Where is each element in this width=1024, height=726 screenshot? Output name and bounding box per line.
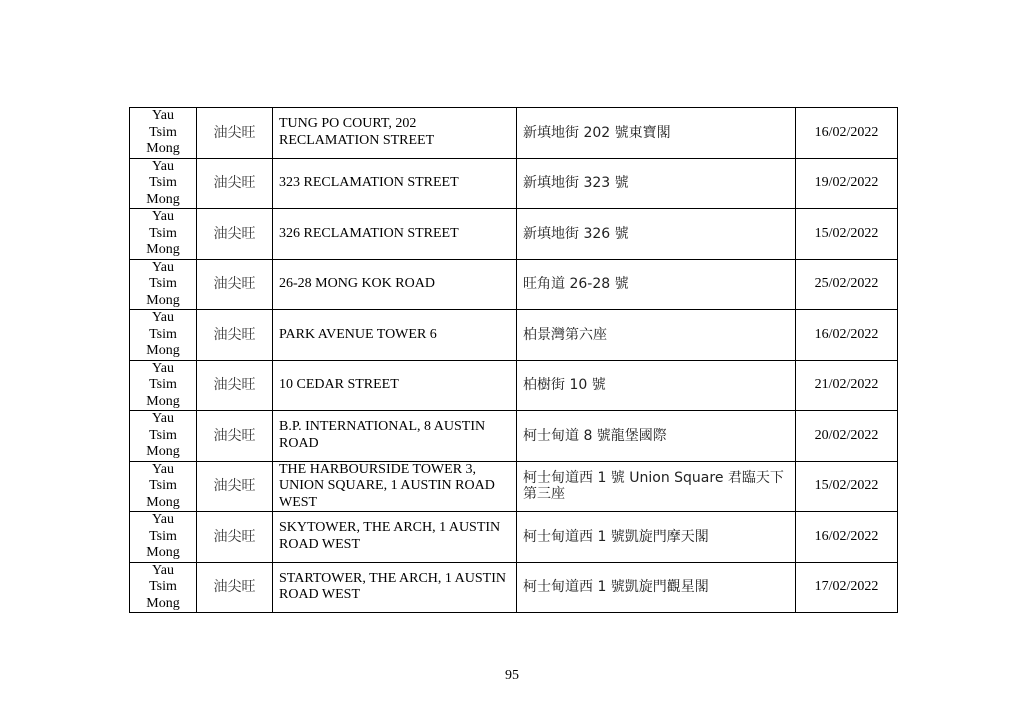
address-zh-cell: 新填地街 326 號 <box>517 209 796 260</box>
district-zh-cell: 油尖旺 <box>197 562 273 613</box>
district-en-text: Yau Tsim Mong <box>146 259 180 308</box>
district-zh-cell: 油尖旺 <box>197 360 273 411</box>
date-cell: 15/02/2022 <box>796 461 898 512</box>
district-en-cell <box>130 360 197 411</box>
table-row <box>130 310 898 361</box>
address-en-cell: 10 CEDAR STREET <box>273 360 517 411</box>
district-zh-cell: 油尖旺 <box>197 209 273 260</box>
district-en-text: Yau Tsim Mong <box>146 158 180 207</box>
district-zh-cell: 油尖旺 <box>197 158 273 209</box>
date-cell: 16/02/2022 <box>796 310 898 361</box>
address-en-cell: TUNG PO COURT, 202 RECLAMATION STREET <box>273 108 517 159</box>
address-en-cell: STARTOWER, THE ARCH, 1 AUSTIN ROAD WEST <box>273 562 517 613</box>
address-en-cell: B.P. INTERNATIONAL, 8 AUSTIN ROAD <box>273 411 517 462</box>
district-en-cell <box>130 411 197 462</box>
address-zh-cell: 新填地街 202 號東寶閣 <box>517 108 796 159</box>
address-zh-cell: 旺角道 26-28 號 <box>517 259 796 310</box>
district-en-text: Yau Tsim Mong <box>146 562 180 611</box>
table-row <box>130 512 898 563</box>
district-en-cell <box>130 310 197 361</box>
district-en-text: Yau Tsim Mong <box>146 461 180 510</box>
address-en-cell: SKYTOWER, THE ARCH, 1 AUSTIN ROAD WEST <box>273 512 517 563</box>
district-en-text: Yau Tsim Mong <box>146 108 180 156</box>
district-zh-cell: 油尖旺 <box>197 108 273 159</box>
district-en-text: Yau Tsim Mong <box>146 209 180 257</box>
district-en-text: Yau Tsim Mong <box>146 411 180 459</box>
table-row <box>130 259 898 310</box>
table-row <box>130 461 898 512</box>
district-zh-cell: 油尖旺 <box>197 411 273 462</box>
date-cell: 15/02/2022 <box>796 209 898 260</box>
address-zh-cell: 柏樹街 10 號 <box>517 360 796 411</box>
district-en-cell <box>130 562 197 613</box>
district-en-cell <box>130 259 197 310</box>
date-cell: 20/02/2022 <box>796 411 898 462</box>
date-cell: 25/02/2022 <box>796 259 898 310</box>
address-zh-cell: 柯士甸道西 1 號凱旋門觀星閣 <box>517 562 796 613</box>
address-zh-cell: 柯士甸道 8 號龍堡國際 <box>517 411 796 462</box>
district-en-cell <box>130 108 197 159</box>
address-en-cell: PARK AVENUE TOWER 6 <box>273 310 517 361</box>
date-cell: 16/02/2022 <box>796 512 898 563</box>
district-en-text: Yau Tsim Mong <box>146 360 180 409</box>
date-cell: 19/02/2022 <box>796 158 898 209</box>
district-en-cell <box>130 512 197 563</box>
address-zh-cell: 柯士甸道西 1 號 Union Square 君臨天下第三座 <box>517 461 796 512</box>
district-en-cell <box>130 209 197 260</box>
table-row <box>130 158 898 209</box>
address-en-cell: 326 RECLAMATION STREET <box>273 209 517 260</box>
records-table <box>129 107 898 613</box>
table-row <box>130 209 898 260</box>
address-zh-cell: 新填地街 323 號 <box>517 158 796 209</box>
district-zh-cell: 油尖旺 <box>197 461 273 512</box>
district-en-cell <box>130 461 197 512</box>
address-en-cell: 323 RECLAMATION STREET <box>273 158 517 209</box>
date-cell: 21/02/2022 <box>796 360 898 411</box>
district-zh-cell: 油尖旺 <box>197 310 273 361</box>
page-number: 95 <box>505 668 519 683</box>
district-en-text: Yau Tsim Mong <box>146 512 180 560</box>
district-zh-cell: 油尖旺 <box>197 512 273 563</box>
table-row <box>130 108 898 159</box>
address-zh-cell: 柏景灣第六座 <box>517 310 796 361</box>
address-zh-cell: 柯士甸道西 1 號凱旋門摩天閣 <box>517 512 796 563</box>
records-table-body <box>130 108 898 613</box>
district-en-cell <box>130 158 197 209</box>
date-cell: 17/02/2022 <box>796 562 898 613</box>
table-row <box>130 411 898 462</box>
address-en-cell: 26-28 MONG KOK ROAD <box>273 259 517 310</box>
table-row <box>130 562 898 613</box>
district-zh-cell: 油尖旺 <box>197 259 273 310</box>
table-row <box>130 360 898 411</box>
date-cell: 16/02/2022 <box>796 108 898 159</box>
address-en-cell: THE HARBOURSIDE TOWER 3, UNION SQUARE, 1 AUSTIN ROAD WEST <box>273 461 517 512</box>
district-en-text: Yau Tsim Mong <box>146 310 180 358</box>
